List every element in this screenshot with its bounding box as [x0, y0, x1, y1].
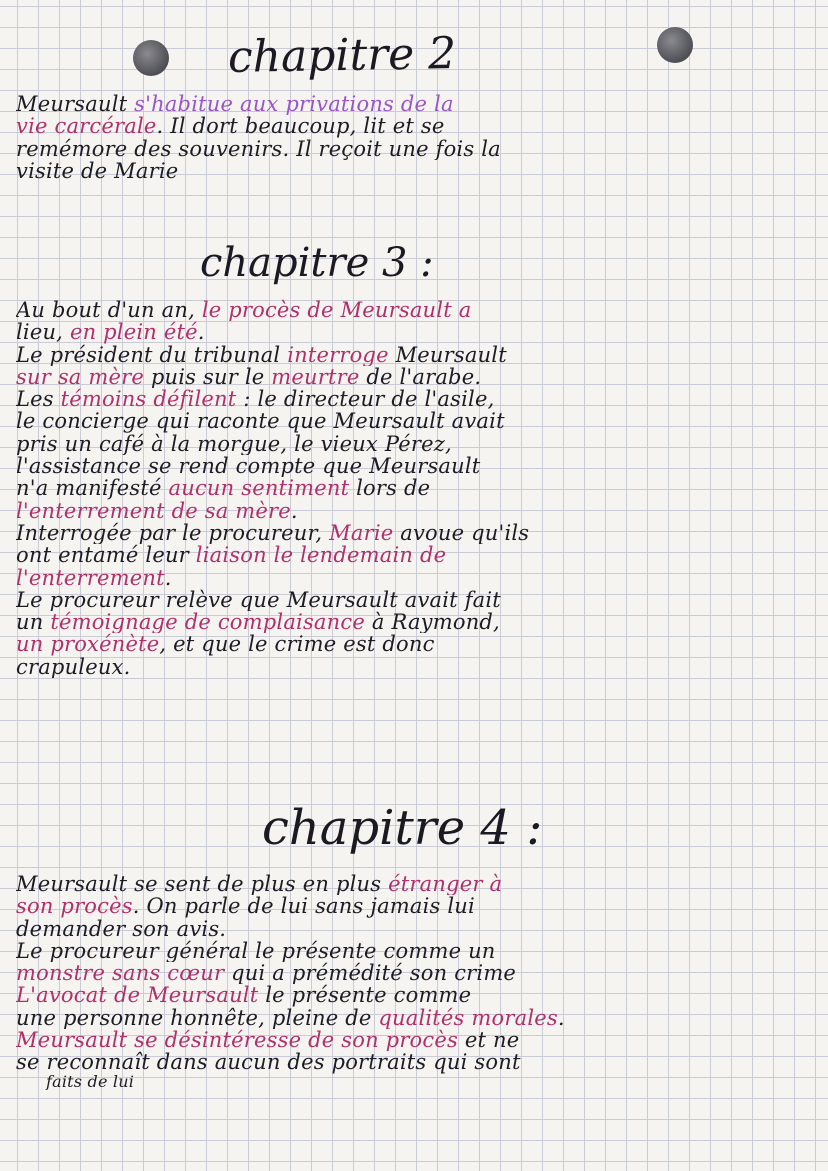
text-segment: faits de lui [46, 1073, 135, 1090]
punch-hole-left [133, 40, 169, 76]
text-line [16, 940, 816, 962]
text-line [16, 589, 816, 611]
text-line [16, 984, 816, 1006]
text-segment: Au bout d'un an, [16, 299, 202, 322]
text-line [16, 366, 816, 388]
highlighted-text: étranger à [388, 873, 503, 896]
highlighted-text: témoins défilent [60, 388, 237, 411]
highlighted-text: Marie [329, 521, 394, 545]
text-line [16, 433, 816, 455]
text-segment: Interrogée par le procureur, [16, 521, 330, 545]
text-segment: : le directeur de l'asile, [236, 388, 495, 411]
text-line [16, 388, 816, 410]
highlighted-text: qualités morales [378, 1006, 558, 1030]
highlighted-text: l'enterrement [16, 566, 165, 589]
chapter-2-text [16, 93, 816, 182]
text-line [16, 1051, 816, 1073]
text-segment: lors de [349, 477, 431, 500]
text-segment: crapuleux. [16, 655, 131, 679]
text-segment: le présente comme [258, 984, 472, 1007]
text-line [16, 477, 816, 499]
text-segment: . [557, 1006, 565, 1030]
text-segment: ont entamé leur [16, 544, 196, 567]
highlighted-text: un proxénète [16, 633, 160, 656]
highlighted-text: témoignage de complaisance [50, 611, 365, 634]
text-segment: et ne [457, 1029, 520, 1052]
text-segment: Meursault [16, 93, 135, 116]
chapter-4-heading: chapitre 4 : [262, 800, 543, 856]
text-segment: . [164, 566, 172, 589]
highlighted-text: le procès de Meursault a [201, 299, 472, 322]
text-line [16, 160, 816, 182]
text-line [16, 344, 816, 366]
highlighted-text: liaison le lendemain de [195, 544, 447, 567]
highlighted-text: monstre sans cœur [16, 962, 225, 985]
text-line [16, 918, 816, 940]
text-segment: Le procureur relève que Meursault avait fait [16, 588, 501, 612]
chapter-4-text [16, 873, 816, 1090]
text-line [16, 299, 816, 321]
text-segment: Meursault [388, 343, 507, 366]
text-segment: . [197, 321, 205, 344]
text-segment: remémore des souvenirs. Il reçoit une fois la [16, 137, 501, 160]
chapter-2-heading: chapitre 2 [227, 28, 457, 83]
highlighted-text: aucun sentiment [168, 477, 350, 500]
text-segment: , et que le crime est donc [159, 633, 435, 656]
text-line [16, 1074, 816, 1090]
text-line [16, 611, 816, 633]
text-line [16, 895, 816, 917]
text-segment: lieu, [16, 321, 70, 344]
text-line [16, 567, 816, 589]
highlighted-text: l'enterrement de sa mère [16, 499, 291, 522]
text-line [16, 138, 816, 160]
text-segment: demander son avis. [16, 917, 227, 940]
chapter-3-heading: chapitre 3 : [200, 240, 434, 286]
punch-hole-right [657, 27, 693, 63]
text-segment: le concierge qui raconte que Meursault avait [16, 410, 505, 433]
text-segment: une personne honnête, pleine de [16, 1006, 379, 1030]
text-line [16, 115, 816, 137]
text-segment: Le président du tribunal [16, 343, 288, 366]
highlighted-text: meurtre [271, 365, 360, 389]
text-segment: Le procureur général le présente comme un [16, 939, 496, 963]
text-segment: avoue qu'ils [393, 521, 530, 545]
text-segment: l'assistance se rend compte que Meursault [16, 455, 481, 478]
highlighted-text: s'habitue aux privations de la [134, 93, 454, 116]
text-segment: . On parle de lui sans jamais lui [132, 895, 475, 918]
text-line [16, 962, 816, 984]
text-line [16, 455, 816, 477]
text-line [16, 633, 816, 655]
highlighted-text: L'avocat de Meursault [16, 984, 259, 1007]
text-segment: Les [16, 388, 61, 411]
highlighted-text: interroge [287, 343, 389, 366]
text-line [16, 873, 816, 895]
text-line [16, 1029, 816, 1051]
text-line [16, 93, 816, 115]
chapter-3-text [16, 299, 816, 678]
highlighted-text: en plein été [69, 321, 198, 344]
text-segment: un [16, 611, 51, 634]
text-segment: n'a manifesté [16, 477, 169, 500]
text-segment: se reconnaît dans aucun des portraits qui sont [16, 1051, 521, 1074]
text-line [16, 321, 816, 343]
text-line [16, 410, 816, 432]
text-line [16, 1007, 816, 1029]
text-segment: pris un café à la morgue, le vieux Pérez, [16, 432, 452, 456]
highlighted-text: vie carcérale [16, 115, 157, 138]
text-segment: . Il dort beaucoup, lit et se [156, 115, 445, 138]
text-segment: à Raymond, [364, 611, 500, 634]
text-segment: de l'arabe. [359, 365, 482, 389]
text-line [16, 500, 816, 522]
text-line [16, 522, 816, 544]
text-segment: puis sur le [144, 365, 272, 389]
text-segment: visite de Marie [16, 159, 179, 183]
text-segment: . [290, 499, 298, 522]
text-line [16, 544, 816, 566]
highlighted-text: son procès [16, 895, 133, 918]
text-segment: Meursault se sent de plus en plus [16, 873, 389, 896]
highlighted-text: sur sa mère [16, 365, 144, 389]
text-segment: qui a prémédité son crime [224, 962, 517, 985]
text-line [16, 656, 816, 678]
highlighted-text: Meursault se désintéresse de son procès [16, 1029, 458, 1052]
